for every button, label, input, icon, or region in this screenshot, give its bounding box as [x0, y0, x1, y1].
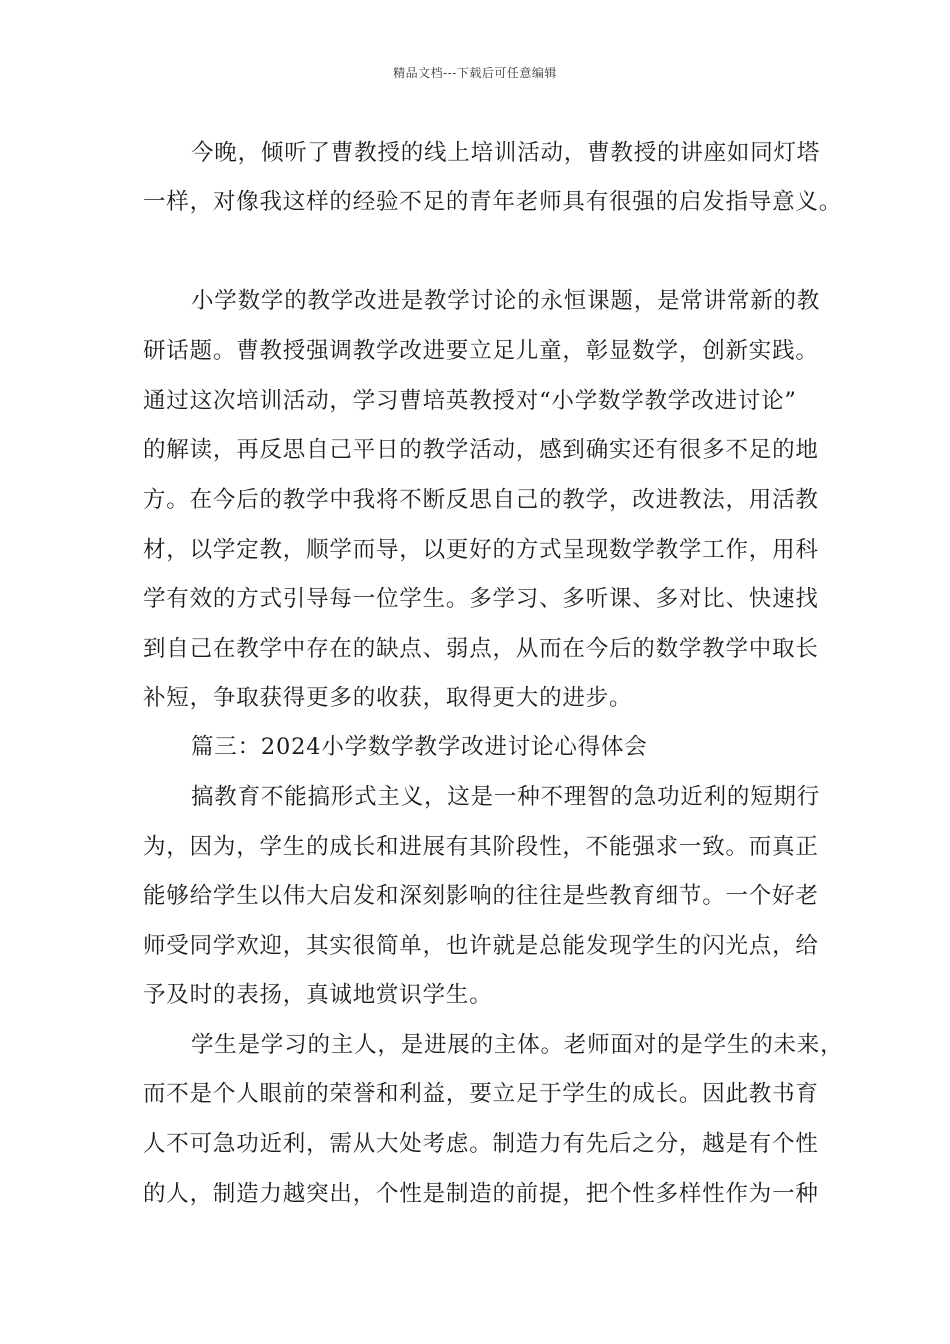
body-line: 通过这次培训活动，学习曹培英教授对“小学数学教学改进讨论” — [143, 388, 797, 414]
body-line: 学生是学习的主人，是进展的主体。老师面对的是学生的未来， — [191, 1032, 844, 1058]
section-heading: 篇三：2024小学数学教学改进讨论心得体会 — [191, 734, 648, 760]
body-line: 到自己在教学中存在的缺点、弱点，从而在今后的数学教学中取长 — [143, 636, 819, 662]
body-line: 学有效的方式引导每一位学生。多学习、多听课、多对比、快速找 — [143, 586, 819, 612]
body-line: 一样，对像我这样的经验不足的青年老师具有很强的启发指导意义。 — [143, 189, 843, 215]
body-line: 能够给学生以伟大启发和深刻影响的往往是些教育细节。一个好老 — [143, 883, 819, 909]
page-header: 精品文档---下载后可任意编辑 — [393, 66, 557, 80]
body-line: 为，因为，学生的成长和进展有其阶段性，不能强求一致。而真正 — [143, 834, 819, 860]
body-line: 的人，制造力越突出，个性是制造的前提，把个性多样性作为一种 — [143, 1181, 819, 1207]
body-line: 人不可急功近利，需从大处考虑。制造力有先后之分，越是有个性 — [143, 1131, 819, 1157]
body-line: 搞教育不能搞形式主义，这是一种不理智的急功近利的短期行 — [191, 784, 821, 810]
body-line: 小学数学的教学改进是教学讨论的永恒课题，是常讲常新的教 — [191, 288, 821, 314]
body-line: 方。在今后的教学中我将不断反思自己的教学，改进教法，用活教 — [143, 487, 819, 513]
body-line: 予及时的表扬，真诚地赏识学生。 — [143, 982, 493, 1008]
body-line: 师受同学欢迎，其实很简单，也许就是总能发现学生的闪光点，给 — [143, 933, 819, 959]
body-line: 而不是个人眼前的荣誉和利益，要立足于学生的成长。因此教书育 — [143, 1081, 819, 1107]
body-line: 材，以学定教，顺学而导，以更好的方式呈现数学教学工作，用科 — [143, 537, 819, 563]
body-line: 补短，争取获得更多的收获，取得更大的进步。 — [143, 685, 633, 711]
body-line: 今晚，倾听了曹教授的线上培训活动，曹教授的讲座如同灯塔 — [191, 140, 821, 166]
body-line: 研话题。曹教授强调教学改进要立足儿童，彰显数学，创新实践。 — [143, 338, 819, 364]
body-line: 的解读，再反思自己平日的教学活动，感到确实还有很多不足的地 — [143, 437, 819, 463]
